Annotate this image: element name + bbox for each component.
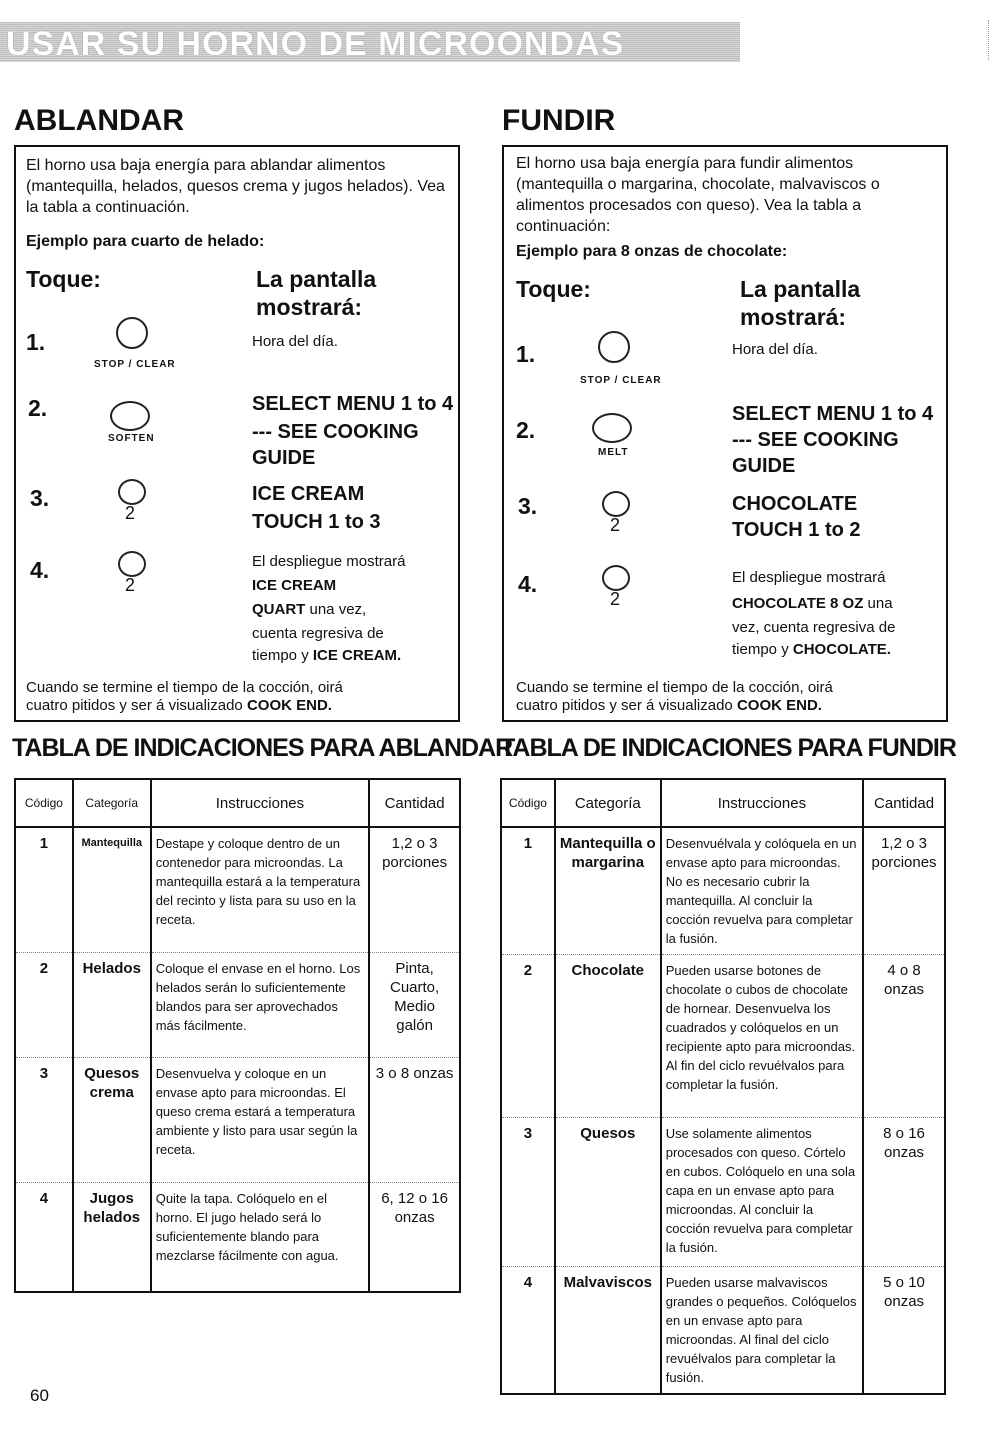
page-number: 60: [30, 1386, 49, 1405]
quantity-cell: 5 o 10 onzas: [863, 1267, 945, 1395]
instructions-cell: Pueden usarse botones de chocolate o cubos de chocolate de hornear. Desenvuelva los cuadrados y colóquelos en un recipiente apto para microondas. Al fin del ciclo revuélvalos para completar la fusión.: [661, 955, 863, 1118]
instructions-cell: Pueden usarse malvaviscos grandes o pequeños. Colóquelos en un envase apto para microondas. Al final del ciclo revuélvalos para completar la fusión.: [661, 1267, 863, 1395]
table-row: [501, 827, 945, 955]
quantity-cell: Pinta, Cuarto, Medio galón: [369, 953, 460, 1058]
number-2-key-icon: [602, 565, 630, 591]
melt-display-heading-2: mostrará:: [740, 304, 847, 330]
soften-step-display-bold: QUART: [252, 601, 306, 618]
melt-step-display: SELECT MENU 1 to 4: [732, 403, 934, 425]
melt-instructions-box: [502, 145, 948, 722]
table-header-row: [15, 779, 460, 827]
melt-step-number: 2.: [516, 417, 536, 443]
soften-step-display: [252, 599, 366, 620]
table-header-cell: Categoría: [555, 779, 661, 827]
soften-example: Ejemplo para cuarto de helado:: [26, 233, 265, 250]
soften-table: [14, 778, 461, 1293]
melt-step-display: --- SEE COOKING: [732, 429, 899, 451]
melt-step-display: [732, 639, 891, 660]
code-cell: 4: [39, 1190, 49, 1207]
category-cell: Helados: [73, 953, 151, 1058]
melt-step-number: 3.: [518, 493, 538, 519]
soften-instructions-box: [14, 145, 460, 722]
soften-key-icon: [110, 401, 150, 431]
category-cell: Jugos helados: [73, 1183, 151, 1293]
soften-step-number: 4.: [30, 557, 50, 583]
table-row: [15, 1058, 460, 1183]
number-2-key-label: 2: [125, 575, 136, 595]
number-2-key-label: 2: [125, 503, 136, 523]
soften-touch-heading: Toque:: [26, 266, 101, 292]
table-header-cell: Categoría: [73, 779, 151, 827]
melt-footer-line: [516, 697, 822, 715]
stop-clear-key-label: STOP / CLEAR: [94, 359, 176, 370]
soften-step-display-text: tiempo y: [252, 647, 313, 664]
soften-footer-text: cuatro pitidos y ser á visualizado: [26, 697, 247, 714]
soften-step-display: Hora del día.: [252, 333, 338, 350]
instructions-cell: Destape y coloque dentro de un contenedor para microondas. La mantequilla estará a la temperatura del recinto y lista para su uso en la receta.: [151, 827, 369, 953]
section-header-title: USAR SU HORNO DE MICROONDAS: [6, 25, 625, 63]
table-row: [15, 953, 460, 1058]
melt-step-display: El despliegue mostrará: [732, 569, 886, 586]
melt-step-display-bold: CHOCOLATE 8 OZ: [732, 595, 864, 612]
table-header-cell: Instrucciones: [661, 779, 863, 827]
table-row: [501, 1118, 945, 1267]
number-2-key-label: 2: [610, 589, 621, 609]
table-header-cell: Cantidad: [863, 779, 945, 827]
soften-step-display: --- SEE COOKING: [252, 421, 419, 443]
melt-intro: El horno usa baja energía para fundir alimentos (mantequilla o margarina, chocolate, malvaviscos o alimentos procesados con queso). Vea la tabla a continuación:: [516, 155, 880, 235]
soften-footer-bold: COOK END.: [246, 697, 332, 714]
quantity-cell: 3 o 8 onzas: [369, 1058, 460, 1183]
soften-step-display: El despliegue mostrará: [252, 553, 406, 570]
quantity-cell: 1,2 o 3 porciones: [863, 827, 945, 955]
code-cell: 3: [15, 1058, 73, 1183]
section-header-band: [0, 22, 740, 62]
table-header-cell: Cantidad: [369, 779, 460, 827]
soften-step-display: cuenta regresiva de: [252, 625, 384, 642]
table-row: [15, 827, 460, 953]
melt-step-display: [732, 593, 893, 614]
soften-title: ABLANDAR: [14, 104, 184, 137]
soften-step-display: ICE CREAM: [252, 483, 365, 505]
instructions-cell: Desenvuélvala y colóquela en un envase apto para microondas. No es necesario cubrir la mantequilla. Al concluir la cocción revuelva para completar la fusión.: [661, 827, 863, 955]
melt-step-number: 4.: [518, 571, 538, 597]
soften-step-display: TOUCH 1 to 3: [252, 511, 381, 533]
soften-step-display: [252, 645, 401, 666]
code-cell: 2: [15, 953, 73, 1058]
page-edge-mark: [988, 20, 991, 60]
melt-footer-line: Cuando se termine el tiempo de la cocción, oirá: [516, 679, 833, 696]
melt-step-display: TOUCH 1 to 2: [732, 519, 861, 541]
soften-step-number: 1.: [26, 329, 46, 355]
soften-table-title: TABLA DE INDICACIONES PARA ABLANDAR: [12, 734, 513, 762]
table-header-cell: Instrucciones: [151, 779, 369, 827]
soften-footer-line: Cuando se termine el tiempo de la cocción, oirá: [26, 679, 343, 696]
melt-footer-bold: COOK END.: [736, 697, 822, 714]
soften-step-display-bold: ICE CREAM.: [312, 647, 402, 664]
soften-display-heading-2: mostrará:: [256, 294, 363, 320]
stop-clear-key-icon: [598, 331, 630, 363]
melt-step-display-text: una: [863, 595, 893, 612]
quantity-cell: 1,2 o 3 porciones: [369, 827, 460, 953]
category-cell: Quesos: [555, 1118, 661, 1267]
soften-step-display-text: una vez,: [305, 601, 367, 618]
melt-key-label: MELT: [598, 447, 629, 458]
category-cell: Mantequilla: [73, 827, 151, 953]
table-header-row: [501, 779, 945, 827]
code-cell: 4: [523, 1274, 533, 1291]
melt-step-display: Hora del día.: [732, 341, 818, 358]
soften-intro: El horno usa baja energía para ablandar alimentos (mantequilla, helados, quesos crema y jugos helados). Vea la tabla a continuación.: [26, 157, 445, 216]
soften-step-number: 2.: [28, 395, 48, 421]
soften-step-number: 3.: [30, 485, 50, 511]
table-header-cell: Código: [15, 779, 73, 827]
category-cell: Malvaviscos: [555, 1267, 661, 1395]
soften-key-label: SOFTEN: [108, 433, 155, 444]
code-cell: 2: [501, 955, 555, 1118]
category-cell: Quesos crema: [73, 1058, 151, 1183]
melt-step-display: GUIDE: [732, 455, 796, 477]
number-2-key-icon: [118, 479, 146, 505]
soften-step-display: GUIDE: [252, 447, 316, 469]
quantity-cell: 4 o 8 onzas: [863, 955, 945, 1118]
number-2-key-icon: [602, 491, 630, 517]
soften-step-display: ICE CREAM: [252, 577, 337, 594]
category-cell: Mantequilla o margarina: [555, 827, 661, 955]
soften-display-heading-1: La pantalla: [256, 266, 377, 292]
table-row: [501, 1267, 945, 1395]
code-cell: 1: [501, 827, 555, 955]
soften-step-display: SELECT MENU 1 to 4: [252, 393, 454, 415]
category-cell: Chocolate: [555, 955, 661, 1118]
instructions-cell: Coloque el envase en el horno. Los helados serán lo suficientemente blandos para ser aprovechados más fácilmente.: [151, 953, 369, 1058]
melt-step-display-text: tiempo y: [732, 641, 793, 658]
quantity-cell: 6, 12 o 16 onzas: [369, 1183, 460, 1293]
table-row: [15, 1183, 460, 1293]
melt-step-display-bold: CHOCOLATE.: [792, 641, 891, 658]
stop-clear-key-label: STOP / CLEAR: [580, 375, 662, 386]
code-cell: 1: [15, 827, 73, 953]
stop-clear-key-icon: [116, 317, 148, 349]
melt-display-heading-1: La pantalla: [740, 276, 861, 302]
melt-step-display: vez, cuenta regresiva de: [732, 619, 896, 636]
melt-table-title: TABLA DE INDICACIONES PARA FUNDIR: [500, 734, 956, 762]
code-cell: 3: [501, 1118, 555, 1267]
instructions-cell: Desenvuelva y coloque en un envase apto para microondas. El queso crema estará a temperatura ambiente y listo para usar según la receta.: [151, 1058, 369, 1183]
melt-example: Ejemplo para 8 onzas de chocolate:: [516, 243, 788, 260]
melt-table: [500, 778, 946, 1395]
melt-footer-text: cuatro pitidos y ser á visualizado: [516, 697, 737, 714]
melt-touch-heading: Toque:: [516, 276, 591, 302]
soften-footer-line: [26, 697, 332, 715]
table-row: [501, 955, 945, 1118]
melt-step-number: 1.: [516, 341, 536, 367]
instructions-cell: Use solamente alimentos procesados con queso. Córtelo en cubos. Colóquelo en una sola capa en un envase apto para microondas. Al concluir la cocción revuelva para completar la fusión.: [661, 1118, 863, 1267]
instructions-cell: Quite la tapa. Colóquelo en el horno. El jugo helado será lo suficientemente blando para mezclarse fácilmente con agua.: [151, 1183, 369, 1293]
melt-key-icon: [592, 413, 632, 443]
melt-step-display: CHOCOLATE: [732, 493, 858, 515]
quantity-cell: 8 o 16 onzas: [863, 1118, 945, 1267]
melt-title: FUNDIR: [502, 104, 616, 137]
number-2-key-label: 2: [610, 515, 621, 535]
number-2-key-icon: [118, 551, 146, 577]
table-header-cell: Código: [501, 779, 555, 827]
